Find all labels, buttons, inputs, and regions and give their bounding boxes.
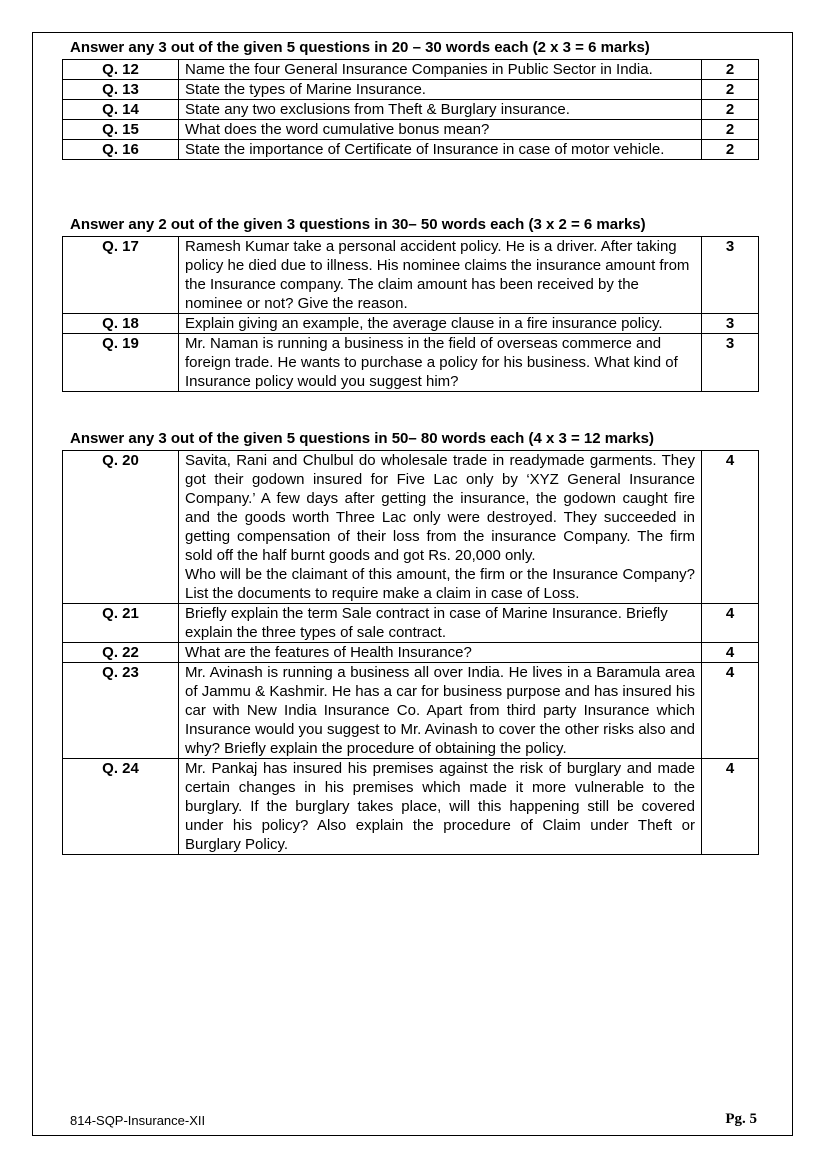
question-text: Briefly explain the term Sale contract in case of Marine Insurance. Briefly explain the three types of sale contract. <box>179 604 702 643</box>
question-table-2 <box>62 236 759 392</box>
question-marks: 3 <box>702 334 759 392</box>
question-row-q17 <box>63 237 759 314</box>
question-row-q15 <box>63 120 759 140</box>
question-marks: 2 <box>702 140 759 160</box>
section-heading-2: Answer any 2 out of the given 3 questions in 30– 50 words each (3 x 2 = 6 marks) <box>70 216 646 233</box>
question-text: Explain giving an example, the average clause in a fire insurance policy. <box>179 314 702 334</box>
question-text: Mr. Naman is running a business in the field of overseas commerce and foreign trade. He wants to purchase a policy for his business. What kind of Insurance policy would you suggest him? <box>179 334 702 392</box>
question-row-q24 <box>63 759 759 855</box>
question-row-q21 <box>63 604 759 643</box>
question-number: Q. 17 <box>63 237 179 314</box>
question-row-q19 <box>63 334 759 392</box>
question-marks: 4 <box>702 451 759 604</box>
question-number: Q. 19 <box>63 334 179 392</box>
section-heading-1: Answer any 3 out of the given 5 questions in 20 – 30 words each (2 x 3 = 6 marks) <box>70 39 650 56</box>
question-row-q12 <box>63 60 759 80</box>
question-row-q18 <box>63 314 759 334</box>
footer-document-code: 814-SQP-Insurance-XII <box>70 1113 206 1128</box>
question-text: What are the features of Health Insurance? <box>179 643 702 663</box>
question-marks: 2 <box>702 80 759 100</box>
question-marks: 3 <box>702 314 759 334</box>
question-text: State any two exclusions from Theft & Burglary insurance. <box>179 100 702 120</box>
question-marks: 2 <box>702 100 759 120</box>
question-row-q14 <box>63 100 759 120</box>
question-number: Q. 22 <box>63 643 179 663</box>
question-table-3 <box>62 450 759 855</box>
question-marks: 4 <box>702 759 759 855</box>
question-number: Q. 14 <box>63 100 179 120</box>
question-text: Mr. Pankaj has insured his premises against the risk of burglary and made certain changes in his premises which made it more vulnerable to the burglary. If the burglary takes place, will this happening still be covered under his policy? Also explain the procedure of Claim under Theft or Burglary Policy. <box>179 759 702 855</box>
question-marks: 2 <box>702 120 759 140</box>
question-text: Ramesh Kumar take a personal accident policy. He is a driver. After taking policy he died due to illness. His nominee claims the insurance amount from the Insurance company. The claim amount has been received by the nominee or not? Give the reason. <box>179 237 702 314</box>
question-number: Q. 23 <box>63 663 179 759</box>
question-text: Name the four General Insurance Companies in Public Sector in India. <box>179 60 702 80</box>
question-text: State the types of Marine Insurance. <box>179 80 702 100</box>
question-number: Q. 18 <box>63 314 179 334</box>
question-marks: 4 <box>702 604 759 643</box>
question-number: Q. 21 <box>63 604 179 643</box>
question-text: What does the word cumulative bonus mean? <box>179 120 702 140</box>
question-marks: 4 <box>702 643 759 663</box>
question-marks: 2 <box>702 60 759 80</box>
footer-page-number: Pg. 5 <box>725 1111 757 1127</box>
question-number: Q. 20 <box>63 451 179 604</box>
question-marks: 4 <box>702 663 759 759</box>
question-number: Q. 24 <box>63 759 179 855</box>
question-row-q13 <box>63 80 759 100</box>
question-number: Q. 16 <box>63 140 179 160</box>
question-text: Mr. Avinash is running a business all over India. He lives in a Baramula area of Jammu & Kashmir. He has a car for business purpose and has insured his car with New India Insurance Co. Apart from third party Insurance which Insurance would you suggest to Mr. Avinash to cover the other risks also and why? Briefly explain the procedure of obtaining the policy. <box>179 663 702 759</box>
section-heading-3: Answer any 3 out of the given 5 questions in 50– 80 words each (4 x 3 = 12 marks) <box>70 430 654 447</box>
question-text-para-1: Savita, Rani and Chulbul do wholesale trade in readymade garments. They got their godown insured for Five Lac only by ‘XYZ General Insurance Company.’ A few days after getting the insurance, the godown caught fire and the goods worth Three Lac only were destroyed. They succeeded in getting compensation of their loss from the insurance Company. The firm sold off the half burnt goods and got Rs. 20,000 only. <box>185 452 695 564</box>
question-text-para-2: Who will be the claimant of this amount, the firm or the Insurance Company? List the documents to require make a claim in case of Loss. <box>185 566 695 602</box>
question-row-q16 <box>63 140 759 160</box>
question-text <box>179 451 702 604</box>
question-row-q22 <box>63 643 759 663</box>
question-number: Q. 15 <box>63 120 179 140</box>
question-row-q23 <box>63 663 759 759</box>
question-table-1 <box>62 59 759 160</box>
question-text: State the importance of Certificate of Insurance in case of motor vehicle. <box>179 140 702 160</box>
question-number: Q. 13 <box>63 80 179 100</box>
question-marks: 3 <box>702 237 759 314</box>
question-row-q20 <box>63 451 759 604</box>
question-number: Q. 12 <box>63 60 179 80</box>
